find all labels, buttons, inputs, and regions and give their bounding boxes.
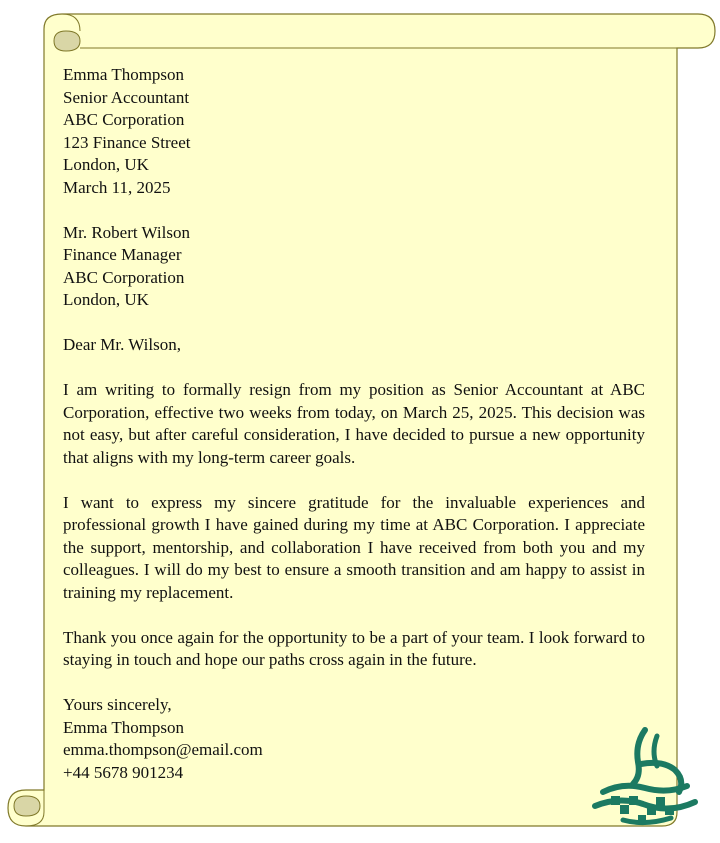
sender-street: 123 Finance Street [63,132,191,152]
body-paragraph: Thank you once again for the opportunity to be a part of your team. I look forward to staying in touch and hope our paths cross again in the future. [63,627,645,669]
signer-phone: +44 5678 901234 [63,762,184,782]
signer-name: Emma Thompson [63,717,185,737]
recipient-city: London, UK [63,290,149,309]
bottom-curl [14,796,40,816]
sender-company: ABC Corporation [63,110,185,129]
salutation: Dear Mr. Wilson, [63,335,181,354]
letter [63,64,645,784]
sender-title: Senior Accountant [63,87,190,107]
valediction: Yours sincerely, [63,695,172,714]
recipient-name: Mr. Robert Wilson [63,222,190,242]
sender-name: Emma Thompson [63,65,185,84]
calligraphy-logo-icon [583,722,708,832]
signer-email: emma.thompson@email.com [63,740,263,759]
top-curl [54,31,80,51]
signature-block [63,694,645,784]
body-paragraph: I want to express my sincere gratitude for the invaluable experiences and professional growth I have gained during my time at ABC Corporation. I appreciate the support, mentorship, and collaboration I have received from both you and my colleagues. I will do my best to ensure a smooth transition and am happy to assist in training my replacement. [63,492,645,602]
body-paragraph: I am writing to formally resign from my position as Senior Accountant at ABC Corporation, effective two weeks from today, on March 25, 2025. This decision was not easy, but after careful consideration, I have decided to pursue a new opportunity that aligns with my long-term career goals. [63,380,645,467]
sender-address [63,64,645,199]
sender-city: London, UK [63,155,149,174]
letter-date: March 11, 2025 [63,177,171,197]
recipient-title: Finance Manager [63,245,182,264]
recipient-company: ABC Corporation [63,267,185,287]
recipient-address [63,222,645,312]
